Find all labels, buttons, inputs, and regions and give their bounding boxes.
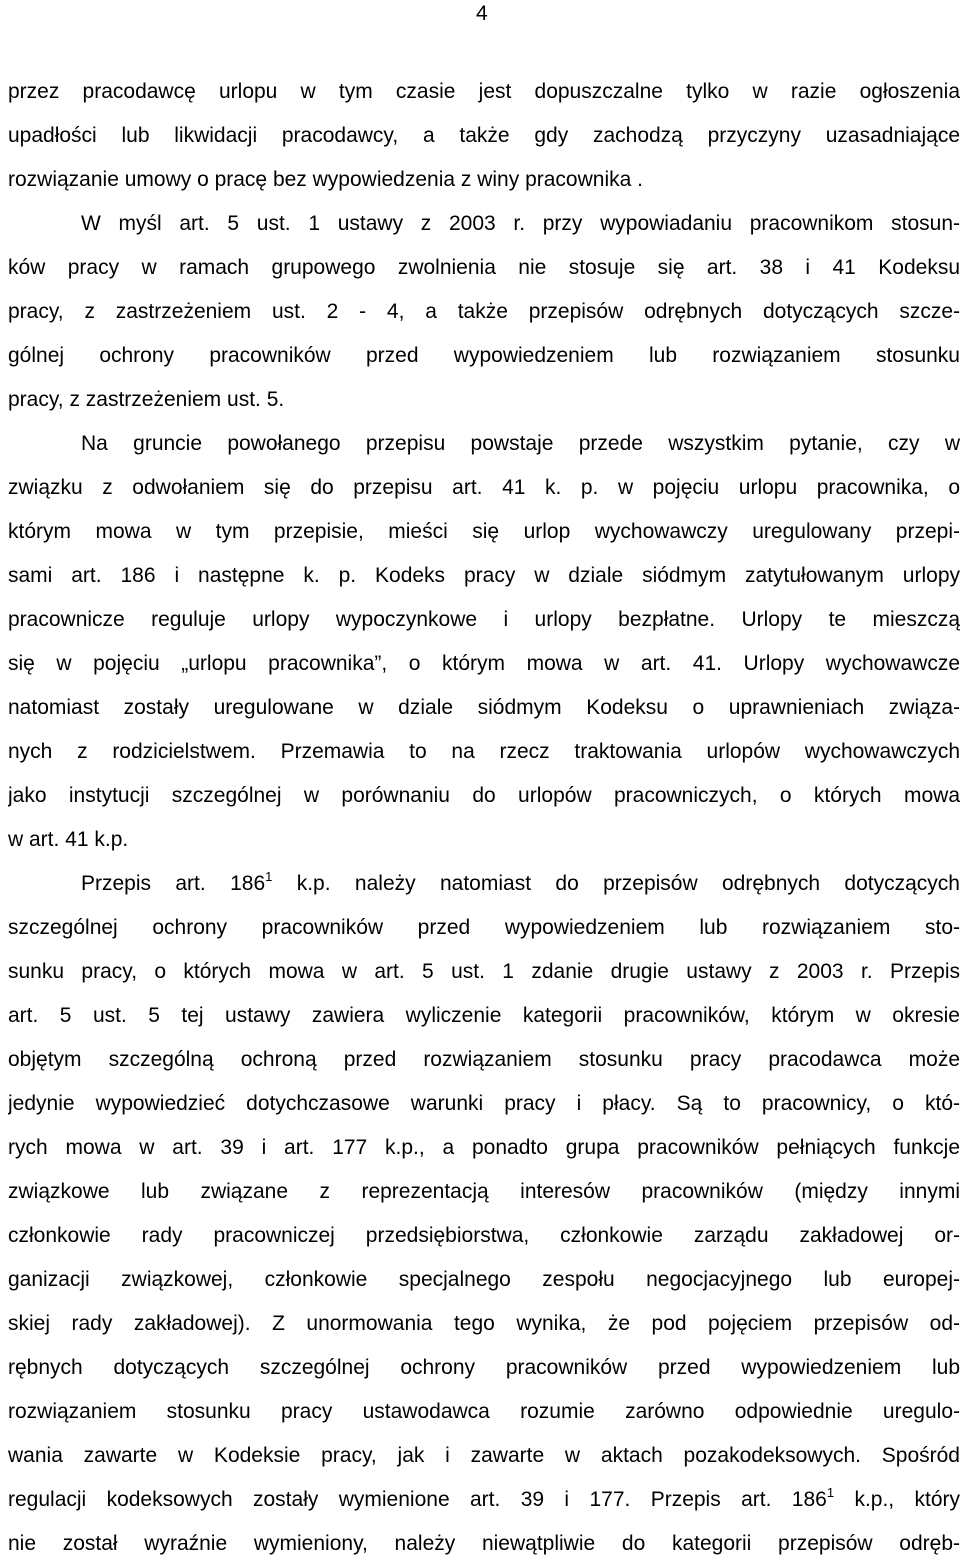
text-line: ganizacji związkowej, członkowie specjalnego zespołu negocjacyjnego lub europej- [8,1268,960,1291]
paragraph-4 [8,862,960,1566]
text-line: jako instytucji szczególnej w porównaniu do urlopów pracowniczych, o których mowa [8,784,960,807]
text-fragment: Przepis art. 186 [81,872,266,895]
text-line: rozwiązaniem stosunku pracy ustawodawca rozumie zarówno odpowiednie uregulo- [8,1400,960,1423]
text-line: nie został wyraźnie wymieniony, należy niewątpliwie do kategorii przepisów odręb- [8,1532,960,1555]
text-line: związkowe lub związane z reprezentacją interesów pracowników (między innymi [8,1180,960,1203]
paragraph-3 [8,422,960,862]
text-line: rozwiązanie umowy o pracę bez wypowiedzenia z winy pracownika . [8,168,643,191]
text-line: objętym szczególną ochroną przed rozwiązaniem stosunku pracy pracodawca może [8,1048,960,1071]
text-line: rębnych dotyczących szczególnej ochrony pracowników przed wypowiedzeniem lub [8,1356,960,1379]
text-line: rych mowa w art. 39 i art. 177 k.p., a ponadto grupa pracowników pełniących funkcje [8,1136,960,1159]
text-line: ków pracy w ramach grupowego zwolnienia nie stosuje się art. 38 i 41 Kodeksu [8,256,960,279]
text-line: w art. 41 k.p. [8,828,129,851]
text-line: upadłości lub likwidacji pracodawcy, a także gdy zachodzą przyczyny uzasadniające [8,124,960,147]
paragraph-1 [8,70,960,202]
text-line: sunku pracy, o których mowa w art. 5 ust. 1 zdanie drugie ustawy z 2003 r. Przepis [8,960,960,983]
text-line [8,1478,960,1522]
page-number: 4 [476,2,488,25]
superscript: 1 [826,1485,835,1500]
text-line: szczególnej ochrony pracowników przed wypowiedzeniem lub rozwiązaniem sto- [8,916,960,939]
superscript: 1 [265,869,273,884]
text-line: członkowie rady pracowniczej przedsiębiorstwa, członkowie zarządu zakładowej or- [8,1224,960,1247]
text-line: przez pracodawcę urlopu w tym czasie jest dopuszczalne tylko w razie ogłoszenia [8,80,960,103]
text-line: którym mowa w tym przepisie, mieści się urlop wychowawczy uregulowany przepi- [8,520,960,543]
text-fragment: k.p. należy natomiast do przepisów odrębnych dotyczących [272,872,960,895]
paragraph-2 [8,202,960,422]
text-line: art. 5 ust. 5 tej ustawy zawiera wyliczenie kategorii pracowników, którym w okresie [8,1004,960,1027]
text-fragment: k.p., który [834,1488,960,1511]
text-line: wania zawarte w Kodeksie pracy, jak i zawarte w aktach pozakodeksowych. Spośród [8,1444,960,1467]
text-line: pracownicze reguluje urlopy wypoczynkowe i urlopy bezpłatne. Urlopy te mieszczą [8,608,960,631]
text-line: związku z odwołaniem się do przepisu art. 41 k. p. w pojęciu urlopu pracownika, o [8,476,960,499]
text-line: skiej rady zakładowej). Z unormowania tego wynika, że pod pojęciem przepisów od- [8,1312,960,1335]
text-fragment: regulacji kodeksowych zostały wymienione art. 39 i 177. Przepis art. 186 [8,1488,827,1511]
text-line: gólnej ochrony pracowników przed wypowiedzeniem lub rozwiązaniem stosunku [8,344,960,367]
text-line [8,862,960,906]
text-line: jedynie wypowiedzieć dotychczasowe warunki pracy i płacy. Są to pracownicy, o któ- [8,1092,960,1115]
text-line: Na gruncie powołanego przepisu powstaje przede wszystkim pytanie, czy w [81,432,960,455]
text-line: się w pojęciu „urlopu pracownika”, o którym mowa w art. 41. Urlopy wychowawcze [8,652,960,675]
text-line: natomiast zostały uregulowane w dziale siódmym Kodeksu o uprawnieniach związa- [8,696,960,719]
text-line: pracy, z zastrzeżeniem ust. 5. [8,388,285,411]
text-line: pracy, z zastrzeżeniem ust. 2 - 4, a także przepisów odrębnych dotyczących szcze- [8,300,960,323]
text-line: nych z rodzicielstwem. Przemawia to na rzecz traktowania urlopów wychowawczych [8,740,960,763]
text-line: sami art. 186 i następne k. p. Kodeks pracy w dziale siódmym zatytułowanym urlopy [8,564,960,587]
text-line: W myśl art. 5 ust. 1 ustawy z 2003 r. przy wypowiadaniu pracownikom stosun- [81,212,960,235]
document-body [8,70,960,1566]
